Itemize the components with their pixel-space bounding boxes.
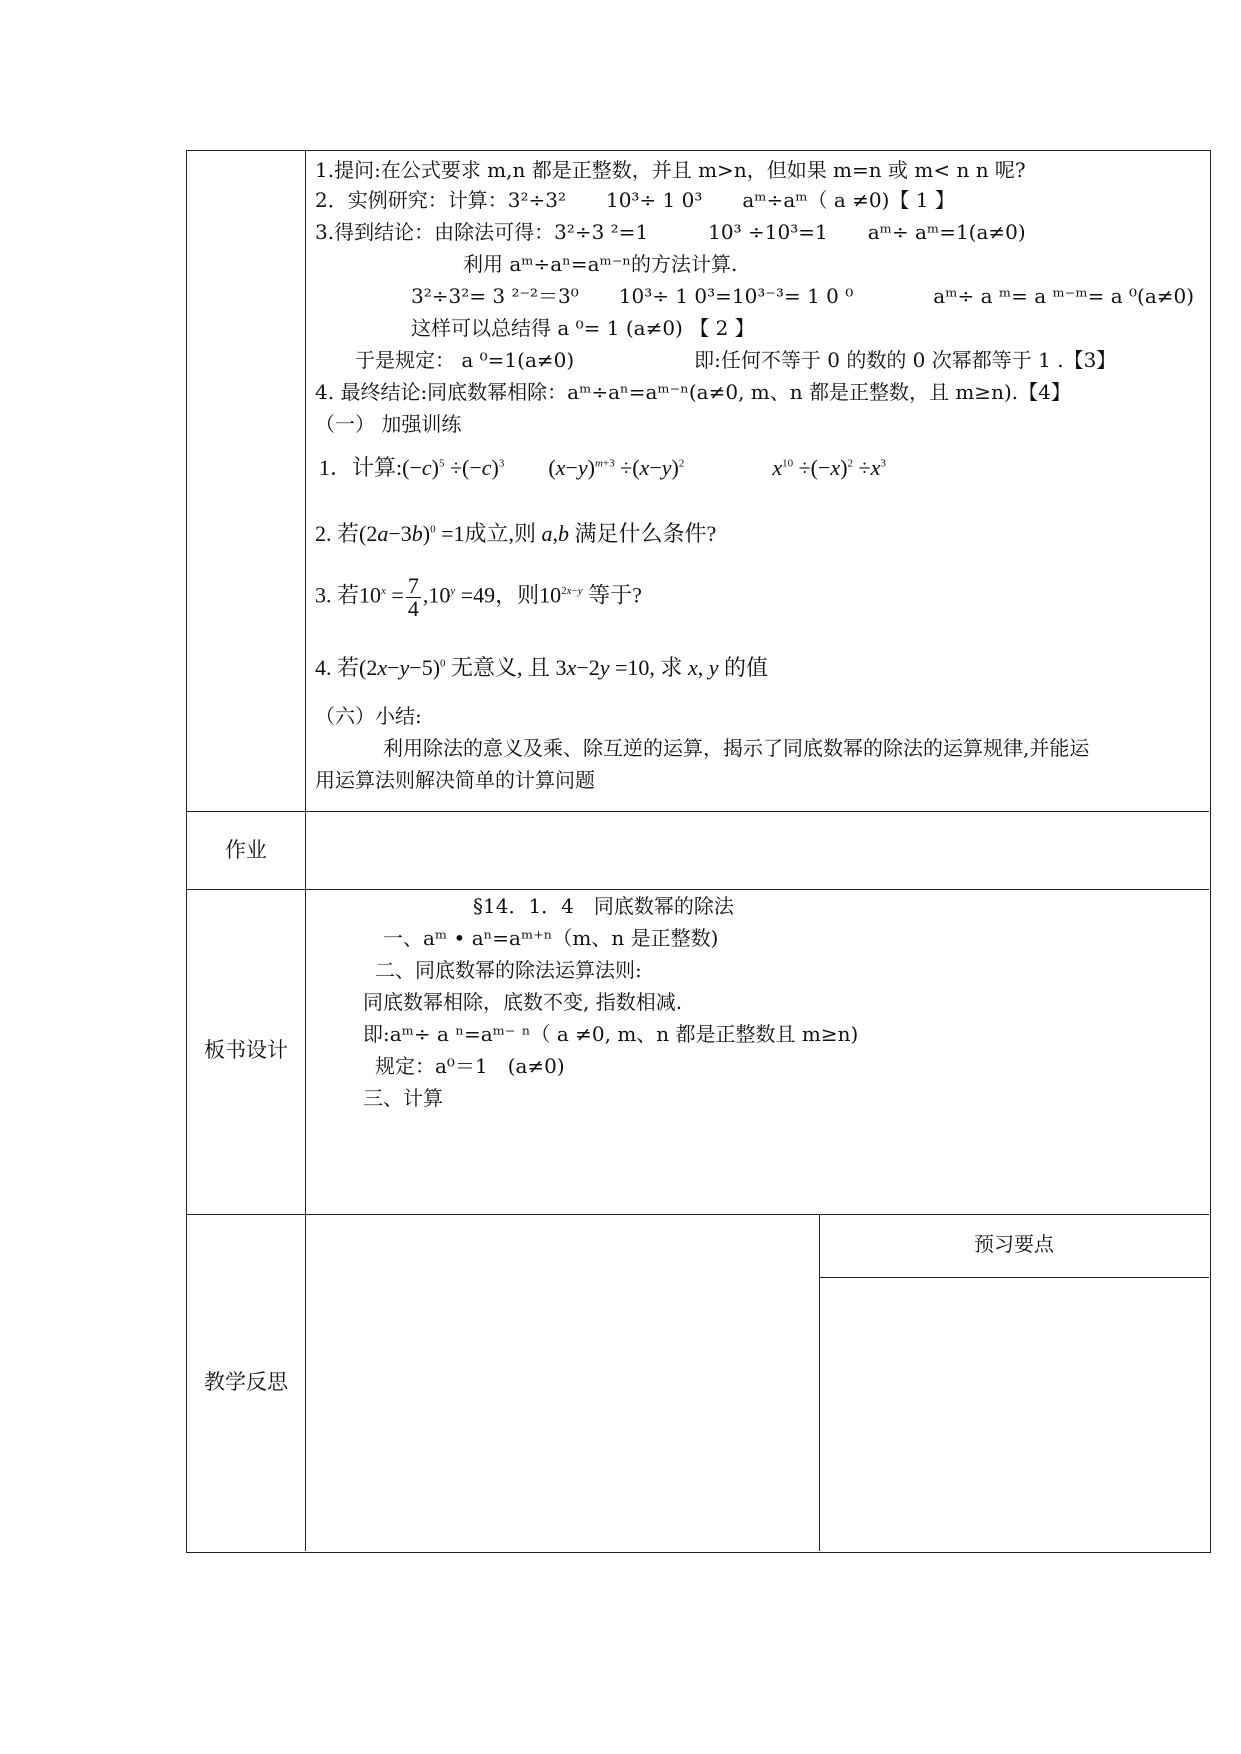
exercise-text: 成立,则 <box>464 521 537 546</box>
column-divider <box>819 1214 820 1551</box>
exercise-text: 无意义, 且 <box>451 655 551 680</box>
text-line: 4. 最终结论:同底数幂相除：aᵐ÷aⁿ=aᵐ⁻ⁿ(a≠0, m、n 都是正整数，且 m≥n).【4】 <box>315 380 1071 404</box>
text-line: 于是规定： a ⁰=1(a≠0) 即:任何不等于 0 的数的 0 次幂都等于 1 .【3】 <box>355 348 1117 372</box>
row-divider <box>187 889 1209 890</box>
exercise-prefix: 2. 若 <box>315 521 360 546</box>
board-line: 同底数幂相除，底数不变, 指数相减. <box>363 990 683 1014</box>
text-line: 这样可以总结得 a ⁰= 1 (a≠0) 【 2 】 <box>411 316 755 340</box>
board-line: 规定：a⁰＝1 (a≠0) <box>375 1054 565 1078</box>
board-design-label: 板书设计 <box>204 1038 288 1062</box>
summary-title: （六）小结: <box>315 704 422 728</box>
column-divider <box>305 151 306 1551</box>
row-divider <box>187 811 1209 812</box>
text-line: 1.提问:在公式要求 m,n 都是正整数，并且 m>n，但如果 m=n 或 m< n n 呢? <box>315 158 1026 182</box>
board-line: 二、同底数幂的除法运算法则: <box>375 958 642 982</box>
text-line: 利用 aᵐ÷aⁿ=aᵐ⁻ⁿ的方法计算. <box>463 252 738 276</box>
exercise-prefix: 3. 若 <box>315 582 360 608</box>
exercise-text: 满足什么条件? <box>574 521 717 546</box>
summary-line: 利用除法的意义及乘、除互逆的运算，揭示了同底数幂的除法的运算规律,并能运 <box>383 736 1090 760</box>
preview-points-header: 预习要点 <box>974 1232 1054 1256</box>
homework-label: 作业 <box>225 838 267 862</box>
exercise-text: 等于? <box>588 582 642 608</box>
text-line: 3²÷3²= 3 ²⁻²＝3⁰ 10³÷ 1 0³=10³⁻³= 1 0 ⁰ aᵐ÷ a ᵐ= a ᵐ⁻ᵐ= a ⁰(a≠0) <box>411 284 1195 308</box>
exercise-4: 4. 若$(2x-y-5)^0$ 无意义, 且 3x−2y =10, 求 x, y 的值 <box>315 655 768 680</box>
exercise-prefix: 1．计算: <box>319 455 403 480</box>
reflection-label: 教学反思 <box>204 1370 288 1394</box>
exercise-2: 2. 若$(2a-3b)^0 =1$成立,则 a,b 满足什么条件? <box>315 521 717 546</box>
board-title: §14．1．4 同底数幂的除法 <box>473 894 734 918</box>
exercise-3: 3. 若$10^x$ = $\frac{7}{4}$ $,10^y =49$，则$10^{2x-y}$ 等于? <box>315 573 642 621</box>
board-line: 一、aᵐ • aⁿ=aᵐ⁺ⁿ（m、n 是正整数) <box>383 926 719 950</box>
cell-divider <box>819 1277 1209 1278</box>
exercise-text: 的值 <box>723 655 768 680</box>
exercise-prefix: 4. 若 <box>315 655 360 680</box>
board-line: 即:aᵐ÷ a ⁿ=aᵐ⁻ ⁿ（ a ≠0, m、n 都是正整数且 m≥n) <box>363 1022 859 1046</box>
lesson-table <box>186 150 1211 1553</box>
text-line: 3.得到结论：由除法可得：3²÷3 ²=1 10³ ÷10³=1 aᵐ÷ aᵐ=1(a≠0) <box>315 220 1026 244</box>
exercise-1: 1．计算$:(-c)^5 \div(-c)^3$ $(x-y)^{m+3} \div(x-y)^2$ $x^{10} \div(-x)^2 \div x^3$ <box>319 455 886 480</box>
summary-line: 用运算法则解决简单的计算问题 <box>315 768 595 792</box>
exercise-text: ，则 <box>495 582 540 608</box>
exercise-text: , 求 <box>649 655 683 680</box>
board-line: 三、计算 <box>363 1086 443 1110</box>
text-line: 2．实例研究：计算：3²÷3² 10³÷ 1 0³ aᵐ÷aᵐ（ a ≠0)【 1 】 <box>315 188 955 212</box>
text-line: （一） 加强训练 <box>315 412 462 436</box>
row-divider <box>187 1214 1209 1215</box>
